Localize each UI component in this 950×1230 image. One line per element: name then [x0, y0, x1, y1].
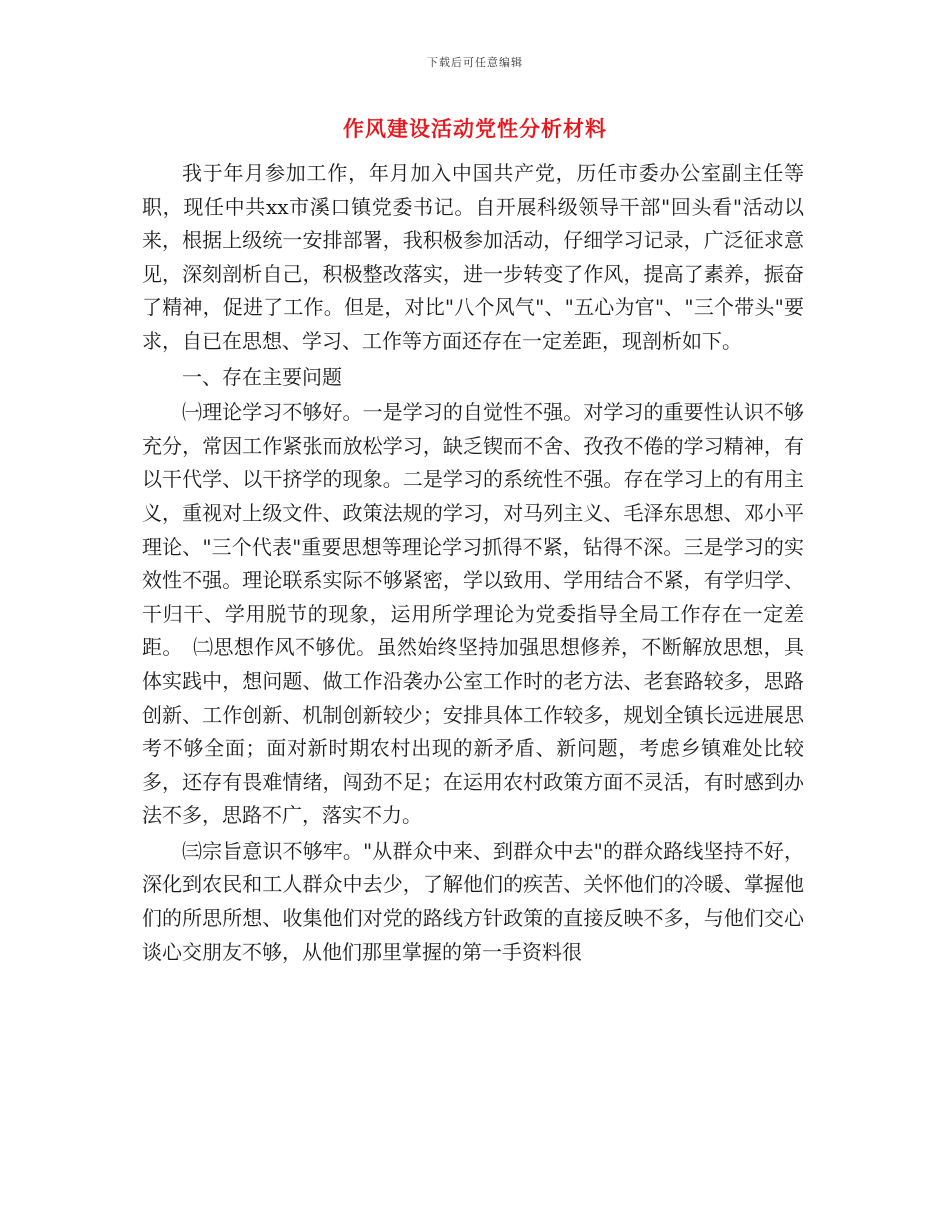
document-title: 作风建设活动党性分析材料: [343, 116, 607, 141]
section-heading: 一、存在主要问题: [182, 364, 342, 389]
paragraph-intro: 我于年月参加工作，年月加入中国共产党，历任市委办公室副主任等职，现任中共xx市溪口镇党委书记。自开展科级领导干部"回头看"活动以来，根据上级统一安排部署，我积极参加活动，仔细学习记录，广泛征求意见，深刻剖析自己，积极整改落实，进一步转变了作风，提高了素养，振奋了精神，促进了工作。但是，对比"八个风气"、"五心为官"、"三个带头"要求，自已在思想、学习、工作等方面还存在一定差距，现剖析如下。: [142, 161, 804, 353]
paragraph-section-one-two: ㈠理论学习不够好。一是学习的自觉性不强。对学习的重要性认识不够充分，常因工作紧张而放松学习，缺乏锲而不舍、孜孜不倦的学习精神，有以干代学、以干挤学的现象。二是学习的系统性不强。存在学习上的有用主义，重视对上级文件、政策法规的学习，对马列主义、毛泽东思想、邓小平理论、"三个代表"重要思想等理论学习抓得不紧，钻得不深。三是学习的实效性不强。理论联系实际不够紧密，学以致用、学用结合不紧，有学归学、干归干、学用脱节的现象，运用所学理论为党委指导全局工作存在一定差距。 ㈡思想作风不够优。虽然始终坚持加强思想修养，不断解放思想，具体实践中，想问题、做工作沿袭办公室工作时的老方法、老套路较多，思路创新、工作创新、机制创新较少；安排具体工作较多，规划全镇长远进展思考不够全面；面对新时期农村出现的新矛盾、新问题，考虑乡镇难处比较多，还存有畏难情绪，闯劲不足；在运用农村政策方面不灵活，有时感到办法不多，思路不广，落实不力。: [142, 400, 804, 828]
header-note: 下载后可任意编辑: [427, 56, 523, 69]
paragraph-section-three: ㈢宗旨意识不够牢。"从群众中来、到群众中去"的群众路线坚持不好，深化到农民和工人群众中去少，了解他们的疾苦、关怀他们的冷暖、掌握他们的所思所想、收集他们对党的路线方针政策的直接反映不多，与他们交心谈心交朋友不够，从他们那里掌握的第一手资料很: [142, 838, 804, 964]
document-body: [142, 157, 804, 969]
